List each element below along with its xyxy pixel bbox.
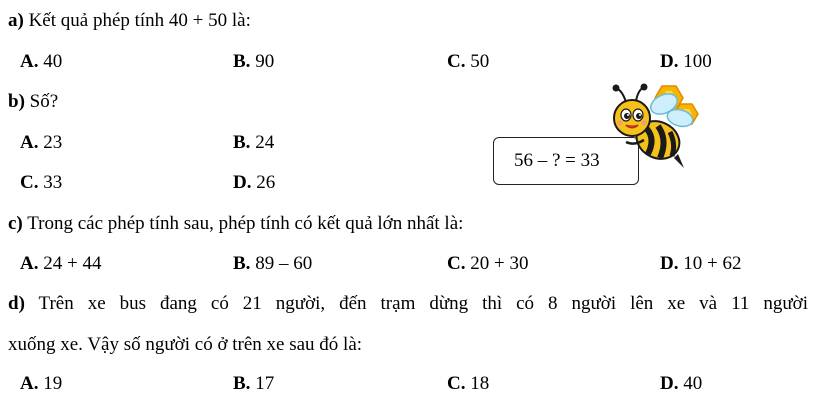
question-c-option-c[interactable] — [447, 252, 528, 276]
option-letter: B. — [233, 373, 251, 394]
question-c-option-a[interactable] — [20, 252, 101, 276]
option-letter: B. — [233, 132, 251, 153]
question-d-option-d[interactable] — [660, 372, 702, 396]
question-a-option-d[interactable] — [660, 50, 712, 74]
option-text: 50 — [470, 51, 490, 72]
question-a-option-b[interactable] — [233, 50, 274, 74]
option-text: 24 + 44 — [43, 253, 102, 274]
option-letter: C. — [20, 172, 39, 193]
option-letter: D. — [233, 172, 252, 193]
option-letter: B. — [233, 253, 251, 274]
option-letter: A. — [20, 253, 39, 274]
question-c — [8, 212, 463, 236]
option-letter: B. — [233, 51, 251, 72]
option-text: 20 + 30 — [470, 253, 529, 274]
question-d-option-b[interactable] — [233, 372, 274, 396]
question-d-option-a[interactable] — [20, 372, 62, 396]
question-c-option-b[interactable] — [233, 252, 312, 276]
question-c-option-d[interactable] — [660, 252, 741, 276]
equation-text: 56 – ? = 33 — [514, 150, 600, 171]
option-letter: A. — [20, 132, 39, 153]
option-letter: D. — [660, 373, 679, 394]
question-d-line-2 — [8, 333, 362, 357]
option-text: 33 — [43, 172, 63, 193]
option-text: 10 + 62 — [683, 253, 742, 274]
option-letter: D. — [660, 51, 679, 72]
question-a — [8, 9, 251, 33]
option-text: 89 – 60 — [255, 253, 313, 274]
option-text: 17 — [255, 373, 275, 394]
option-text: 18 — [470, 373, 490, 394]
option-letter: C. — [447, 253, 466, 274]
question-a-option-c[interactable] — [447, 50, 489, 74]
question-b-label: b) — [8, 91, 25, 112]
question-d-line-1 — [8, 292, 808, 316]
question-a-label: a) — [8, 10, 24, 31]
option-text: 40 — [43, 51, 63, 72]
question-a-text: Kết quả phép tính 40 + 50 là: — [28, 10, 251, 31]
question-a-option-a[interactable] — [20, 50, 62, 74]
bee-icon — [604, 82, 704, 174]
option-text: 26 — [256, 172, 276, 193]
question-c-text: Trong các phép tính sau, phép tính có kết quả lớn nhất là: — [27, 213, 464, 234]
option-text: 23 — [43, 132, 63, 153]
option-text: 19 — [43, 373, 63, 394]
option-letter: D. — [660, 253, 679, 274]
question-d-option-c[interactable] — [447, 372, 489, 396]
option-text: 90 — [255, 51, 275, 72]
question-c-label: c) — [8, 213, 23, 234]
question-d-text-continued: xuống xe. Vậy số người có ở trên xe sau đó là: — [8, 334, 363, 355]
option-letter: C. — [447, 51, 466, 72]
option-letter: A. — [20, 373, 39, 394]
question-b-option-d[interactable] — [233, 171, 275, 195]
question-b-option-c[interactable] — [20, 171, 62, 195]
question-b-text: Số? — [29, 91, 59, 112]
question-b — [8, 90, 58, 114]
question-b-option-b[interactable] — [233, 131, 274, 155]
option-letter: A. — [20, 51, 39, 72]
question-b-option-a[interactable] — [20, 131, 62, 155]
question-d-label: d) — [8, 293, 25, 314]
option-letter: C. — [447, 373, 466, 394]
option-text: 100 — [683, 51, 712, 72]
option-text: 24 — [255, 132, 275, 153]
question-d-text: Trên xe bus đang có 21 người, đến trạm dừng thì có 8 người lên xe và 11 người — [38, 293, 808, 314]
option-text: 40 — [683, 373, 703, 394]
